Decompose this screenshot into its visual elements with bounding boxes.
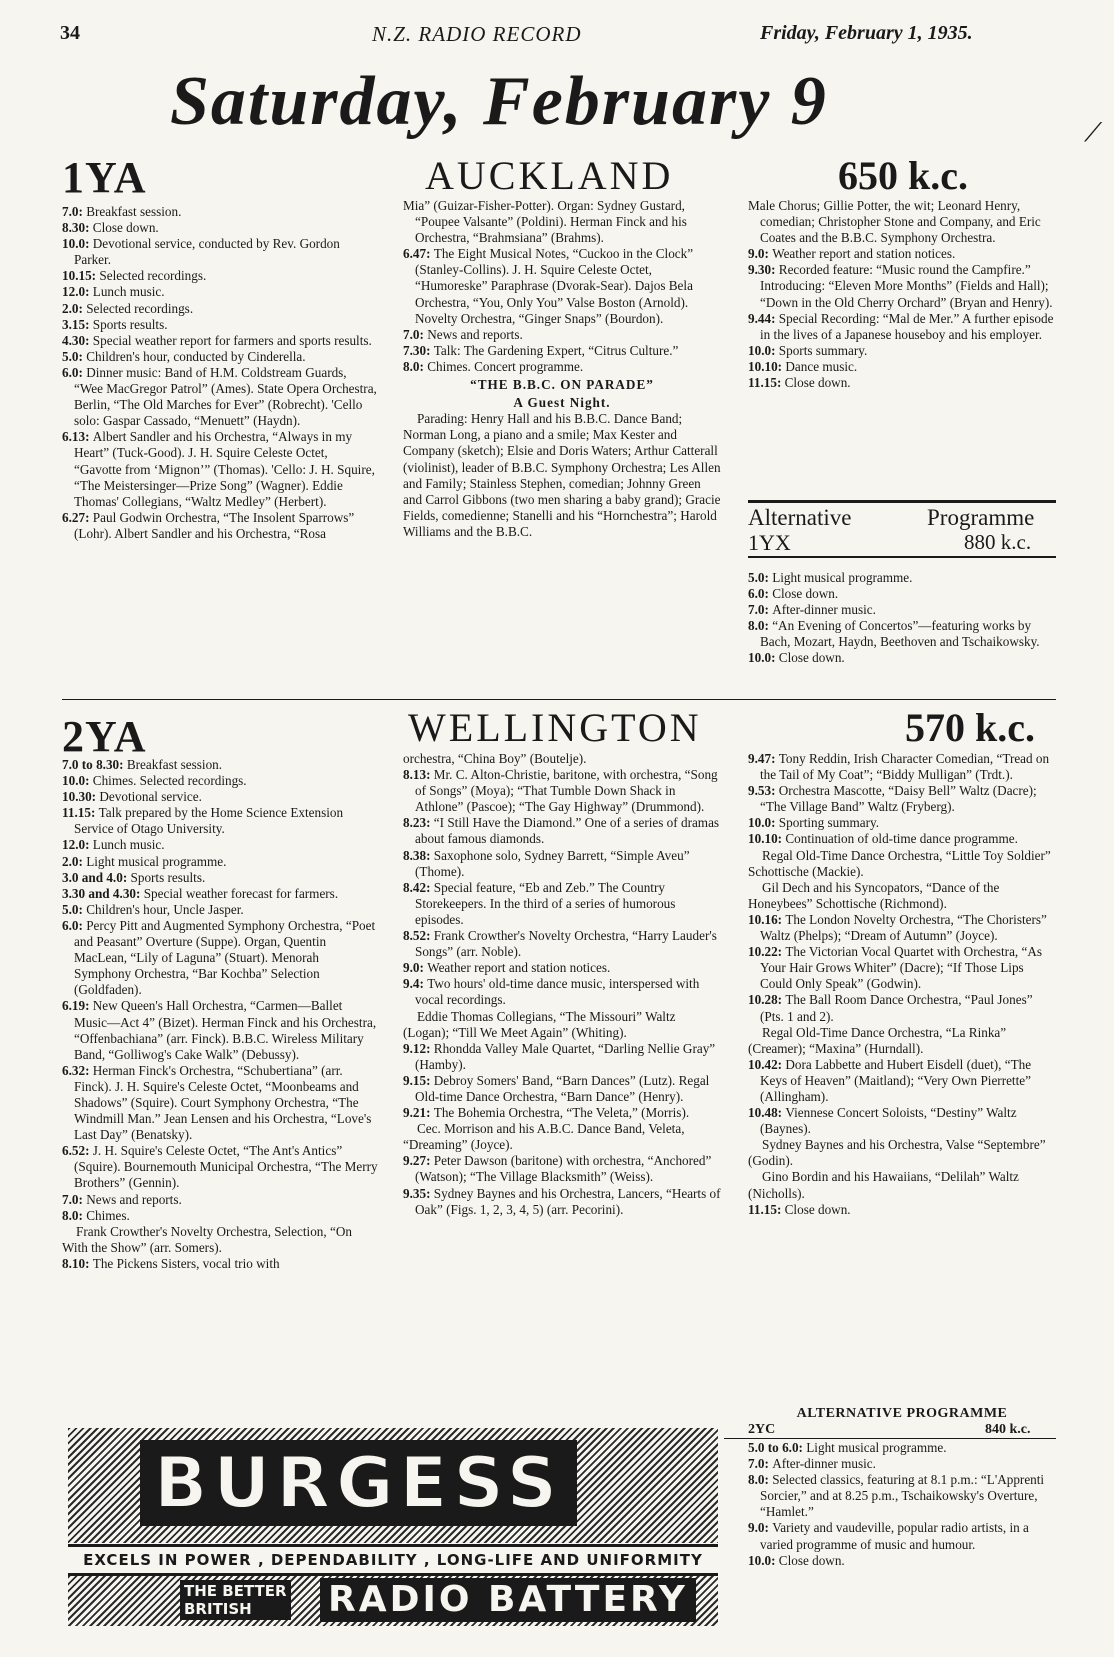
program-entry [748,198,1056,246]
program-entry [62,918,378,998]
program-entry [62,998,378,1062]
program-time: 9.44: [748,310,779,326]
program-column-2 [403,198,721,540]
program-text: The Victorian Vocal Quartet with Orchestra, “As Your Hair Grows Whiter” (Dacre); “If Those Lips Could Only Speak” (Godwin). [760,944,1043,992]
program-entry [62,268,378,284]
program-time: 6.27: [62,509,93,525]
program-entry [62,365,378,429]
program-text: Special Recording: “Mal de Mer.” A further episode in the lives of a Japanese houseboy and his employer. [760,310,1054,342]
program-time: 6.0: [748,586,773,602]
ad-tagline-1: THE BETTER [184,1582,287,1600]
program-text: Recorded feature: “Music round the Campfire.” Introducing: “Eleven More Months” (Fields and Hall); “Down in the Old Cherry Orchard” (Bryan and Henry). [760,262,1053,310]
station-city: WELLINGTON [408,705,702,750]
program-time: 9.30: [748,262,779,278]
program-entry [403,327,721,343]
program-continuation: Regal Old-Time Dance Orchestra, “La Rinka” (Creamer); “Maxina” (Hurndall). [748,1024,1007,1056]
program-time: 8.10: [62,1255,93,1271]
program-time: 5.0: [62,348,87,364]
program-text: Lunch music. [92,837,165,853]
program-entry [403,198,721,246]
program-time: 2.0: [62,300,87,316]
program-entry [62,1143,378,1191]
program-time: 4.30: [62,332,93,348]
program-time: 10.30: [62,789,100,805]
program-time: 7.0: [62,1191,87,1207]
program-text: Variety and vaudeville, popular radio artists, in a varied programme of music and humour. [760,1520,1029,1552]
program-time: 11.15: [748,375,785,391]
program-time: 10.0: [62,773,93,789]
program-text: Close down. [784,1201,851,1217]
program-time: 7.0 to 8.30: [62,757,127,772]
program-text: Devotional service. [99,789,202,805]
program-text: Sporting summary. [778,815,880,831]
station-city: AUCKLAND [425,153,674,198]
program-time: 10.28: [748,992,786,1008]
program-time: 10.42: [748,1056,786,1072]
program-time: 2.0: [62,853,87,869]
program-time: 6.0: [62,917,87,933]
program-text: Light musical programme. [772,570,913,585]
program-entry [748,944,1056,992]
program-text: News and reports. [427,326,523,342]
program-text: Rhondda Valley Male Quartet, “Darling Nellie Gray” (Hamby). [415,1040,716,1072]
program-entry [403,848,721,880]
program-text: Viennese Concert Soloists, “Destiny” Waltz (Baynes). [760,1105,1017,1137]
program-entry [748,992,1056,1024]
program-time: 7.0: [62,204,87,219]
program-text: Close down. [784,375,851,391]
program-continuation: Frank Crowther's Novelty Orchestra, Selection, “On With the Show” (arr. Somers). [62,1223,352,1255]
program-continuation: Sydney Baynes and his Orchestra, Valse “Septembre” (Godin). [748,1137,1046,1169]
program-entry [403,1073,721,1105]
program-text: Selected classics, featuring at 8.1 p.m.: “L'Apprenti Sorcier,” and at 8.25 p.m., Tschaikowsky's Overture, “Hamlet.” [760,1472,1045,1520]
divider [748,556,1056,558]
program-time: 10.10: [748,358,786,374]
program-text: Light musical programme. [86,853,227,869]
program-text: Close down. [778,650,845,666]
program-text: Breakfast session. [86,204,182,219]
program-time: 6.47: [403,246,434,262]
program-entry [62,301,378,317]
program-text: Weather report and station notices. [772,246,956,262]
program-time: 6.52: [62,1143,93,1159]
program-entry [748,650,1056,666]
ad-product: RADIO BATTERY [320,1578,696,1622]
program-time: 7.0: [748,1456,773,1472]
program-time: 10.48: [748,1105,786,1121]
ad-slogan: EXCELS IN POWER , DEPENDABILITY , LONG-LIFE AND UNIFORMITY [68,1544,718,1576]
program-entry [62,805,378,837]
program-column-6 [748,751,1056,1218]
burgess-logo: BURGESS [140,1440,577,1526]
program-time: 8.13: [403,767,434,783]
program-text: Dance music. [785,358,858,374]
alternative-station: 1YX [748,530,791,555]
program-text: The Pickens Sisters, vocal trio with [92,1255,280,1271]
program-text: Dinner music: Band of H.M. Coldstream Guards, “Wee MacGregor Patrol” (Ames). State Opera Orchestra, Berlin, “The Old Marches for Ever” (Robrecht). 'Cello solo: Gaspar Cassado, “Menuett” (Haydn). [74,364,377,429]
program-entry [748,586,1056,602]
program-entry [748,1057,1056,1105]
program-text: Orchestra Mascotte, “Daisy Bell” Waltz (Dacre); “The Village Band” Waltz (Fryberg). [760,783,1037,815]
program-entry [748,359,1056,375]
program-text: Special feature, “Eb and Zeb.” The Country Storekeepers. In the third of a series of humorous episodes. [415,879,676,927]
program-entry [748,375,1056,391]
program-text: Talk prepared by the Home Science Extension Service of Otago University. [74,805,344,837]
program-entry [62,236,378,268]
program-text: The Bohemia Orchestra, “The Veleta,” (Morris). [433,1105,690,1121]
program-time: 9.47: [748,751,779,766]
program-column-4 [62,757,378,1272]
program-time: 8.52: [403,928,434,944]
program-entry [748,751,1056,783]
program-entry [748,1472,1056,1520]
program-text: Sports results. [130,869,206,885]
program-entry [62,1192,378,1208]
divider [748,500,1056,503]
program-continuation: Regal Old-Time Dance Orchestra, “Little Toy Soldier” Schottische (Mackie). [748,847,1051,879]
program-text: The Eight Musical Notes, “Cuckoo in the Clock” (Stanley-Collins). J. H. Squire Celeste Octet, “Humoreske” Paraphrase (Dvorak-Sear). Dajos Bela Orchestra, “You, Only You” Valse Boston (Arnold). Novelty Orchestra, “Ginger Snaps” (Bourdon). [415,246,694,326]
program-text: Tony Reddin, Irish Character Comedian, “Tread on the Tail of My Coat”; “Biddy Mulligan” (Trdt.). [760,751,1050,783]
alternative-frequency: 840 k.c. [985,1422,1031,1437]
alternative-title: Alternative [748,505,852,530]
program-time: 10.0: [748,1552,779,1568]
program-time: 3.15: [62,316,93,332]
program-entry [62,886,378,902]
alternative-station: 2YC [748,1422,776,1437]
program-text: Frank Crowther's Novelty Orchestra, “Harry Lauder's Songs” (arr. Noble). [415,928,717,960]
station-call-sign: 2YA [62,712,147,761]
program-text: Selected recordings. [86,300,194,316]
program-text: Dora Labbette and Hubert Eisdell (duet), “The Keys of Heaven” (Maitland); “Very Own Pierrette” (Allingham). [760,1056,1032,1104]
program-time: 9.15: [403,1072,434,1088]
program-entry [403,767,721,815]
program-entry [748,1520,1056,1552]
program-time: 8.23: [403,815,434,831]
program-time: 7.0: [403,326,428,342]
program-text: Children's hour, Uncle Jasper. [86,901,244,917]
program-time: 11.15: [62,805,99,821]
program-entry [403,928,721,960]
program-entry [403,960,721,976]
program-text: Light musical programme. [806,1440,947,1455]
alternative-title-2: Programme [927,505,1035,530]
program-entry [62,429,378,509]
program-entry [62,510,378,542]
program-entry [62,284,378,300]
program-entry [403,1041,721,1073]
alternative-program-2yc [748,1440,1056,1569]
program-time: 9.0: [748,246,773,262]
program-text: Breakfast session. [126,757,223,772]
program-text: “An Evening of Concertos”—featuring works by Bach, Mozart, Haydn, Beethoven and Tschaikowsky. [760,618,1040,650]
program-entry [748,912,1056,944]
program-entry [748,1553,1056,1569]
program-time: 12.0: [62,837,93,853]
program-time: 10.0: [748,342,779,358]
program-text: Chimes. [86,1207,130,1223]
program-text: Close down. [772,586,839,602]
program-entry [748,262,1056,310]
program-time: 8.38: [403,847,434,863]
program-time: 9.12: [403,1040,434,1056]
program-continuation: Eddie Thomas Collegians, “The Missouri” Waltz (Logan); “Till We Meet Again” (Whiting). [403,1008,676,1040]
program-entry [62,1256,378,1272]
program-text: Two hours' old-time dance music, interspersed with vocal recordings. [415,976,700,1008]
program-time: 8.30: [62,220,93,236]
program-text: Mia” (Guizar-Fisher-Potter). Organ: Sydney Gustard, “Poupee Valsante” (Poldini). Herman Finck and his Orchestra, “Brahmsiana” (Brahms). [403,198,687,246]
program-text: “I Still Have the Diamond.” One of a series of dramas about famous diamonds. [415,815,720,847]
program-entry [748,1202,1056,1218]
program-entry [748,815,1056,831]
program-time: 9.27: [403,1153,434,1169]
program-text: New Queen's Hall Orchestra, “Carmen—Ballet Music—Act 4” (Bizet). Herman Finck and his Orchestra, “Offenbachiana” (arr. Finck). B.B.C. Wireless Military Band, “Golliwog's Cake Walk” (Debussy). [74,998,377,1062]
program-text: After-dinner music. [772,1456,876,1472]
program-entry [403,1105,721,1121]
program-entry [403,880,721,928]
program-time: 10.22: [748,944,786,960]
program-time: 8.0: [62,1207,87,1223]
program-entry [62,1208,378,1224]
program-text: Special weather forecast for farmers. [143,885,339,901]
program-time: 9.4: [403,976,428,992]
program-column-5 [403,751,721,1218]
program-entry [62,349,378,365]
program-text: Special weather report for farmers and sports results. [92,332,372,348]
program-text: Herman Finck's Orchestra, “Schubertiana” (arr. Finck). J. H. Squire's Celeste Octet, “Moonbeams and Shadows” (Squire). Court Symphony Orchestra, “The Windmill Man.” Jean Lensen and his Orchestra, “Love's Last Day” (Benatsky). [74,1062,372,1143]
program-text: Debroy Somers' Band, “Barn Dances” (Lutz). Regal Old-time Dance Orchestra, “Barn Dance” (Henry). [415,1072,710,1104]
program-text: Sports results. [92,316,168,332]
program-entry [62,773,378,789]
program-entry [62,870,378,886]
program-entry [748,618,1056,650]
program-text: After-dinner music. [772,602,876,618]
program-entry [403,1186,721,1218]
program-time: 5.0: [62,901,87,917]
program-time: 7.0: [748,602,773,618]
program-entry [403,976,721,1008]
program-text: Sydney Baynes and his Orchestra, Lancers, “Hearts of Oak” (Figs. 1, 2, 3, 4, 5) (arr. Pecorini). [415,1185,721,1217]
program-text: Lunch music. [92,284,165,300]
program-continuation: Cec. Morrison and his A.B.C. Dance Band, Veleta, “Dreaming” (Joyce). [403,1121,685,1153]
program-text: Children's hour, conducted by Cinderella. [86,348,306,364]
program-time: 8.0: [748,1472,773,1488]
ad-tagline [180,1580,291,1620]
program-column-1 [62,204,378,542]
program-time: 9.21: [403,1105,434,1121]
section-divider [62,699,1056,700]
ad-tagline-2: BRITISH [184,1600,252,1618]
program-time: 9.0: [403,960,428,976]
program-text: Close down. [778,1552,845,1568]
program-heading: “THE B.B.C. ON PARADE” [470,377,654,393]
program-time: 10.16: [748,911,786,927]
program-time: 7.30: [403,342,434,358]
program-entry [62,837,378,853]
program-time: 9.0: [748,1520,773,1536]
program-entry [748,570,1056,586]
program-entry [403,1153,721,1185]
program-time: 6.32: [62,1062,93,1078]
program-column-3 [748,198,1056,391]
program-heading: A Guest Night. [513,395,611,411]
program-entry [748,1440,1056,1456]
program-time: 11.15: [748,1201,785,1217]
page-number: 34 [60,22,80,44]
program-entry [62,220,378,236]
program-entry [62,317,378,333]
program-time: 6.19: [62,998,93,1014]
program-entry [748,1456,1056,1472]
program-text: Male Chorus; Gillie Potter, the wit; Leonard Henry, comedian; Christopher Stone and Company, and Eric Coates and the B.B.C. Symphony Orchestra. [748,198,1041,246]
program-text: Chimes. Selected recordings. [92,773,247,789]
program-time: 6.13: [62,429,93,445]
program-entry [62,789,378,805]
day-title: Saturday, February 9 [170,63,828,140]
program-time: 9.53: [748,783,779,799]
program-text: Mr. C. Alton-Christie, baritone, with orchestra, “Song of Songs” (Moya); “That Tumble Down Shack in Athlone” (Pascoe); “The Gay Highway” (Drummond). [415,767,718,815]
program-entry [62,757,378,773]
station-frequency: 570 k.c. [905,705,1035,750]
program-text: Saxophone solo, Sydney Barrett, “Simple Aveu” (Thome). [415,847,690,879]
station-call-sign: 1YA [62,153,147,202]
program-time: 8.42: [403,879,434,895]
program-entry [62,333,378,349]
program-entry [748,602,1056,618]
program-text: J. H. Squire's Celeste Octet, “The Ant's Antics” (Squire). Bournemouth Municipal Orchestra, “The Merry Brothers” (Gennin). [74,1143,378,1191]
program-text: Peter Dawson (baritone) with orchestra, “Anchored” (Watson); “The Village Blacksmith” (Weiss). [415,1153,712,1185]
program-entry [403,815,721,847]
program-time: 10.0: [748,815,779,831]
program-entry [748,783,1056,815]
program-time: 3.30 and 4.30: [62,885,144,901]
program-time: 8.0: [403,358,428,374]
program-entry [403,343,721,359]
program-entry [748,831,1056,847]
program-text: Chimes. Concert programme. [427,358,584,374]
program-text: Continuation of old-time dance programme. [785,831,1018,847]
program-text: The London Novelty Orchestra, “The Choristers” Waltz (Phelps); “Dream of Autumn” (Joyce). [760,911,1047,944]
program-time: 12.0: [62,284,93,300]
program-time: 10.0: [62,236,93,252]
alternative-frequency: 880 k.c. [964,530,1032,554]
program-time: 10.15: [62,268,100,284]
program-text: Close down. [92,220,159,236]
program-text: Weather report and station notices. [427,960,611,976]
program-time: 8.0: [748,618,773,634]
alternative-heading: ALTERNATIVE PROGRAMME [796,1406,1008,1421]
program-entry [403,359,721,375]
publication-title: N.Z. RADIO RECORD [372,22,582,46]
program-text: The Ball Room Dance Orchestra, “Paul Jones” (Pts. 1 and 2). [760,992,1033,1024]
program-entry [403,246,721,326]
program-entry [748,246,1056,262]
alternative-program-1yx [748,570,1056,667]
program-time: 5.0 to 6.0: [748,1440,807,1455]
program-entry [748,1105,1056,1137]
margin-mark: ⟋ [1084,118,1103,147]
program-text: Paul Godwin Orchestra, “The Insolent Sparrows” (Lohr). Albert Sandler and his Orchestra, “Rosa [74,509,355,541]
divider [724,1438,1056,1439]
program-entry [62,854,378,870]
program-continuation: Gil Dech and his Syncopators, “Dance of the Honeybees” Schottische (Richmond). [748,879,1000,911]
program-entry [748,311,1056,343]
program-text: orchestra, “China Boy” (Boutelje). [403,751,587,766]
program-time: 3.0 and 4.0: [62,869,131,885]
program-entry [62,902,378,918]
station-frequency: 650 k.c. [838,153,968,198]
program-entry [403,751,721,767]
issue-date: Friday, February 1, 1935. [760,22,973,44]
program-continuation: Gino Bordin and his Hawaiians, “Delilah” Waltz (Nicholls). [748,1169,1019,1201]
program-continuation: Parading: Henry Hall and his B.B.C. Dance Band; Norman Long, a piano and a smile; Max Kester and Company (sketch); Elsie and Doris Waters; Arthur Catterall (violinist), leader of B.B.C. Symphony Orchestra; Les Allen and Family; Stainless Stephen, comedian; Johnny Green and Carrol Gibbons (two men sharing a baby grand); Gracie Fields, comedienne; Stanelli and his “Hornchestra”; Harold Williams and the B.B.C. [403,411,721,539]
program-text: Percy Pitt and Augmented Symphony Orchestra, “Poet and Peasant” Overture (Suppe). Organ, Quentin MacLean, “Lily of Laguna” (Stuart). Menorah Symphony Orchestra, “Bar Kochba” Selection (Goldfaden). [74,917,376,998]
program-text: Albert Sandler and his Orchestra, “Always in my Heart” (Tuck-Good). J. H. Squire Celeste Octet, “Gavotte from ‘Mignon’” (Thomas). 'Cello: J. H. Squire, “The Meistersinger—Prize Song” (Wagner). Eddie Thomas' Collegians, “Waltz Medley” (Herbert). [74,429,375,509]
program-time: 9.35: [403,1185,434,1201]
program-time: 5.0: [748,570,773,585]
program-text: Selected recordings. [99,268,207,284]
program-text: Devotional service, conducted by Rev. Gordon Parker. [74,236,340,268]
program-time: 10.0: [748,650,779,666]
program-entry [62,1063,378,1143]
program-entry [62,204,378,220]
program-time: 10.10: [748,831,786,847]
program-time: 6.0: [62,364,87,380]
program-text: Sports summary. [778,342,868,358]
burgess-advertisement [68,1428,718,1628]
program-entry [748,343,1056,359]
program-text: Talk: The Gardening Expert, “Citrus Culture.” [433,342,679,358]
program-text: News and reports. [86,1191,182,1207]
